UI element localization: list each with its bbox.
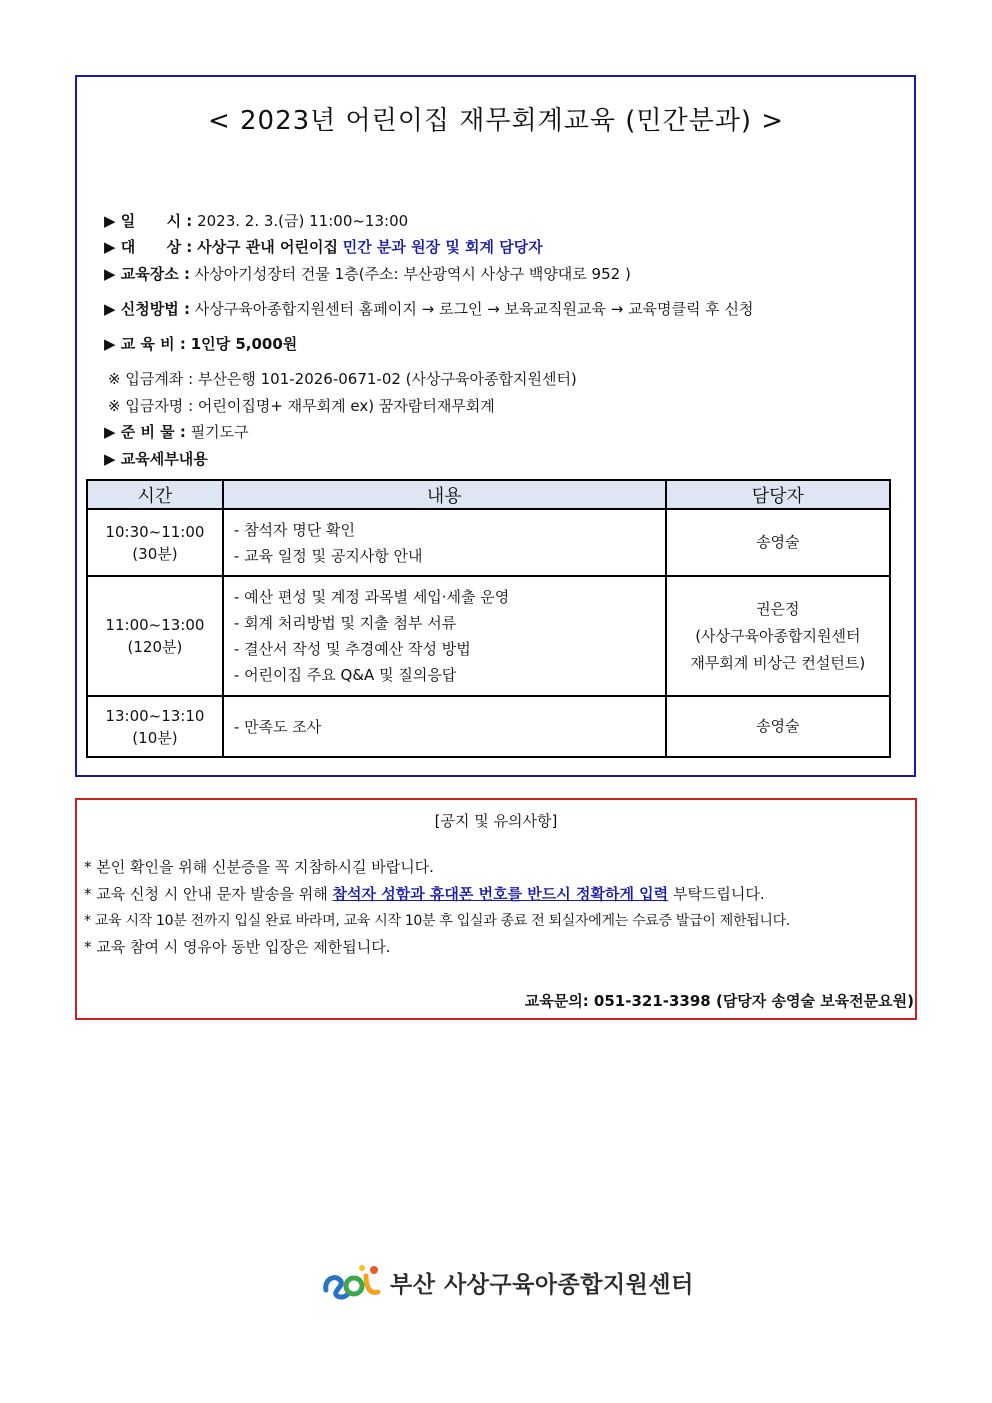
target-label: ▶ 대 상 :	[104, 238, 193, 256]
person-role: 재무회계 비상근 컨설턴트)	[690, 653, 866, 672]
info-supplies	[104, 421, 249, 442]
time-cell	[87, 696, 223, 757]
content-item: - 어린이집 주요 Q&A 및 질의응답	[233, 666, 457, 684]
notice-box	[75, 798, 917, 1020]
notice-line-2-highlight: 참석자 성함과 휴대폰 번호를 반드시 정확하게 입력	[332, 885, 669, 903]
notice-line-2-prefix: * 교육 신청 시 안내 문자 발송을 위해	[84, 885, 328, 903]
apply-label: ▶ 신청방법 :	[104, 300, 190, 318]
time-duration: (10분)	[132, 728, 178, 747]
table-row	[87, 696, 890, 757]
header-person: 담당자	[666, 480, 890, 509]
info-apply	[104, 298, 754, 319]
time-range: 11:00~13:00	[105, 616, 205, 634]
info-date	[104, 210, 408, 231]
fee-label: ▶ 교 육 비 :	[104, 335, 186, 353]
info-details	[104, 448, 208, 469]
table-row	[87, 509, 890, 576]
time-range: 10:30~11:00	[105, 522, 205, 541]
content-item: - 결산서 작성 및 추경예산 작성 방법	[233, 640, 471, 658]
person-cell	[666, 509, 890, 576]
notice-line-3: * 교육 시작 10분 전까지 입실 완료 바라며, 교육 시작 10분 후 입실과 종료 전 퇴실자에게는 수료증 발급이 제한됩니다.	[84, 913, 790, 929]
center-name: 부산 사상구육아종합지원센터	[390, 1271, 694, 1298]
footer-logo	[322, 1262, 694, 1302]
details-label: ▶ 교육세부내용	[104, 450, 208, 468]
target-value-highlight: 민간 분과 원장 및 회계 담당자	[342, 238, 543, 256]
contact-info: 교육문의: 051-321-3398 (담당자 송영술 보육전문요원)	[524, 992, 914, 1010]
notice-line-4: * 교육 참여 시 영유아 동반 입장은 제한됩니다.	[84, 938, 391, 956]
person-cell	[666, 696, 890, 757]
header-time: 시간	[87, 480, 223, 509]
info-target	[104, 236, 543, 257]
content-cell	[223, 576, 666, 696]
person-cell	[666, 576, 890, 696]
center-logo-icon	[322, 1262, 384, 1302]
schedule-header-row	[87, 480, 890, 509]
person-name: 송영술	[756, 533, 800, 551]
account-note: ※ 입금계좌 : 부산은행 101-2026-0671-02 (사상구육아종합지원센터)	[108, 370, 577, 388]
time-cell	[87, 509, 223, 576]
content-cell	[223, 696, 666, 757]
place-label: ▶ 교육장소 :	[104, 265, 190, 283]
content-item: - 만족도 조사	[233, 717, 322, 736]
content-cell	[223, 509, 666, 576]
date-value: 2023. 2. 3.(금) 11:00~13:00	[197, 212, 409, 230]
apply-value: 사상구육아종합지원센터 홈페이지 → 로그인 → 보육교직원교육 → 교육명클릭 후 신청	[194, 300, 754, 318]
person-name: 송영술	[756, 717, 800, 735]
table-row	[87, 576, 890, 696]
time-cell	[87, 576, 223, 696]
schedule-table	[86, 479, 891, 758]
depositor-note: ※ 입금자명 : 어린이집명+ 재무회계 ex) 꿈자람터재무회계	[108, 397, 495, 415]
notice-line-1: * 본인 확인을 위해 신분증을 꼭 지참하시길 바랍니다.	[84, 858, 434, 876]
info-fee	[104, 333, 297, 354]
time-duration: (30분)	[132, 544, 178, 563]
page-title: < 2023년 어린이집 재무회계교육 (민간분과) >	[207, 106, 785, 136]
notice-line-2	[84, 883, 765, 904]
content-item: - 회계 처리방법 및 지출 첨부 서류	[233, 614, 457, 632]
person-name: 권은정	[756, 599, 800, 618]
time-duration: (120분)	[127, 638, 183, 656]
supplies-value: 필기도구	[190, 423, 249, 441]
notice-line-2-suffix: 부탁드립니다.	[672, 885, 765, 903]
supplies-label: ▶ 준 비 물 :	[104, 423, 186, 441]
content-item: - 교육 일정 및 공지사항 안내	[233, 546, 423, 565]
info-place	[104, 263, 631, 284]
target-value-prefix: 사상구 관내 어린이집	[197, 238, 338, 256]
time-range: 13:00~13:10	[105, 706, 205, 725]
person-affiliation: (사상구육아종합지원센터	[695, 626, 861, 645]
content-item: - 참석자 명단 확인	[233, 520, 356, 539]
fee-value: 1인당 5,000원	[190, 335, 298, 353]
notice-title: [공지 및 유의사항]	[434, 812, 558, 830]
content-item: - 예산 편성 및 계정 과목별 세입·세출 운영	[233, 588, 510, 606]
date-label: ▶ 일 시 :	[104, 212, 193, 230]
place-value: 사상아기성장터 건물 1층(주소: 부산광역시 사상구 백양대로 952 )	[194, 265, 631, 283]
header-content: 내용	[223, 480, 666, 509]
